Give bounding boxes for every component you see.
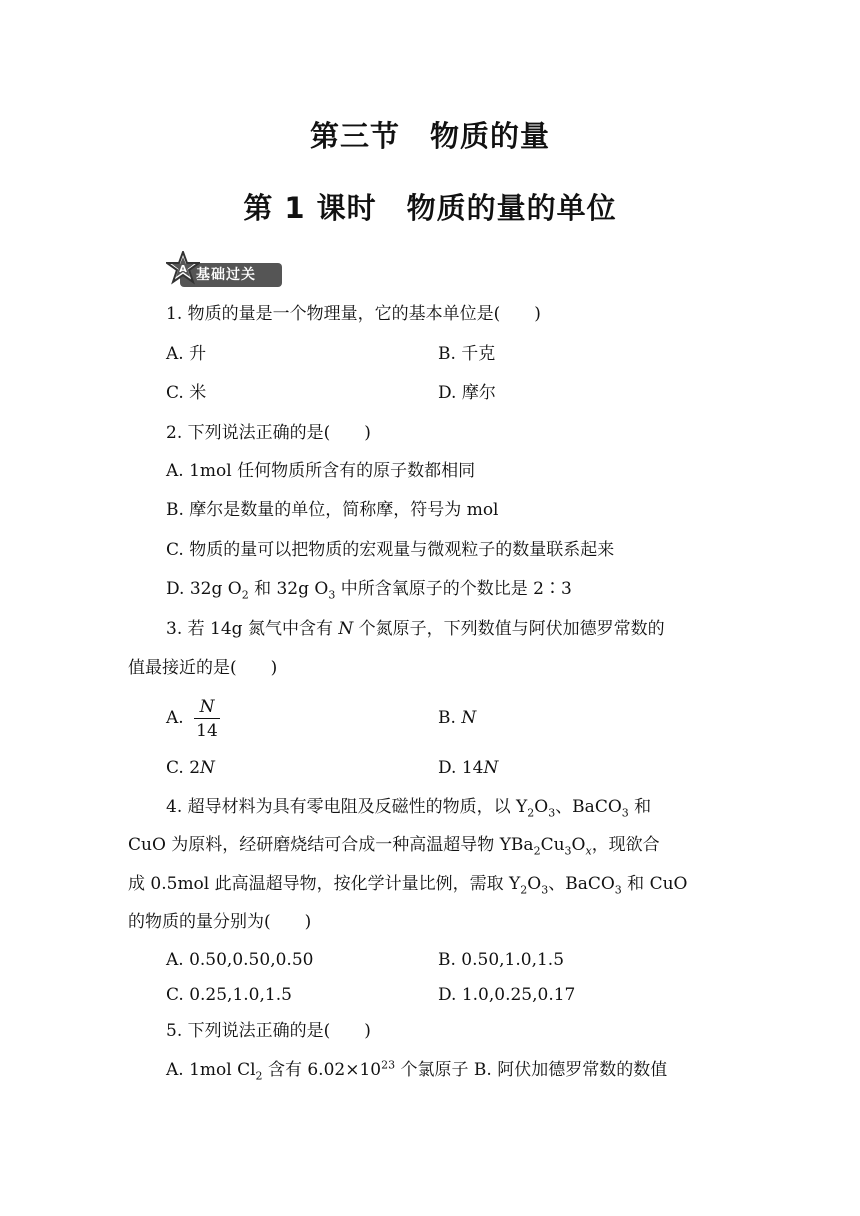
question-4-option-b[interactable]: B. 0.50,1.0,1.5 — [438, 950, 565, 970]
question-4-option-d[interactable]: D. 1.0,0.25,0.17 — [438, 985, 576, 1005]
question-3-option-a-label[interactable]: A. — [166, 708, 184, 728]
star-icon — [166, 251, 200, 285]
question-4-option-a[interactable]: A. 0.50,0.50,0.50 — [166, 950, 314, 970]
badge-label: 基础过关 — [196, 267, 256, 283]
lesson-title: 第 1 课时 物质的量的单位 — [243, 191, 617, 225]
question-1-stem: 1. 物质的量是一个物理量，它的基本单位是( ) — [166, 304, 541, 324]
question-3-option-c[interactable]: C. 2N — [166, 758, 215, 778]
question-5-options-line-1[interactable]: A. 1mol $Cl_2$ 含有 $6.02\times 10^{23}$ 个氯原子 B. 阿伏加德罗常数的数值 — [166, 1058, 668, 1083]
question-5-stem: 5. 下列说法正确的是( ) — [166, 1021, 371, 1041]
badge-letter: A — [179, 264, 187, 275]
question-1-option-d[interactable]: D. 摩尔 — [438, 383, 496, 403]
question-2-option-b[interactable]: B. 摩尔是数量的单位，简称摩，符号为 mol — [166, 500, 499, 520]
question-2-option-d[interactable]: D. 32g $O_2$ 和 32g $O_3$ 中所含氧原子的个数比是 2∶3 — [166, 579, 572, 602]
question-4-stem-line-4: 的物质的量分别为( ) — [128, 912, 312, 932]
question-2-option-c[interactable]: C. 物质的量可以把物质的宏观量与微观粒子的数量联系起来 — [166, 540, 615, 560]
question-3-stem-line-2: 值最接近的是( ) — [128, 658, 278, 678]
basic-level-badge — [166, 251, 286, 289]
question-1-option-a[interactable]: A. 升 — [166, 344, 207, 364]
section-title: 第三节 物质的量 — [309, 119, 550, 153]
question-2-option-a[interactable]: A. 1mol 任何物质所含有的原子数都相同 — [166, 461, 476, 481]
question-3-option-a-fraction[interactable]: N 14 — [192, 696, 222, 743]
question-3-option-b[interactable]: B. N — [438, 708, 477, 728]
question-4-stem-line-1: 4. 超导材料为具有零电阻及反磁性的物质，以 $Y_2O_3$、BaCO$_3$ 和 — [166, 797, 652, 820]
question-3-option-d[interactable]: D. 14N — [438, 758, 499, 778]
question-4-stem-line-2: CuO 为原料，经研磨烧结可合成一种高温超导物 $YBa_2Cu_3O_x$，现欲合 — [128, 835, 660, 858]
question-4-option-c[interactable]: C. 0.25,1.0,1.5 — [166, 985, 292, 1005]
question-3-stem-line-1: 3. 若 14g 氮气中含有 N 个氮原子，下列数值与阿伏加德罗常数的 — [166, 619, 665, 639]
question-4-stem-line-3: 成 0.5mol 此高温超导物，按化学计量比例，需取 $Y_2O_3$、BaCO$_3$ 和 CuO — [128, 874, 688, 897]
question-1-option-c[interactable]: C. 米 — [166, 383, 207, 403]
question-1-option-b[interactable]: B. 千克 — [438, 344, 496, 364]
question-2-stem: 2. 下列说法正确的是( ) — [166, 423, 371, 443]
